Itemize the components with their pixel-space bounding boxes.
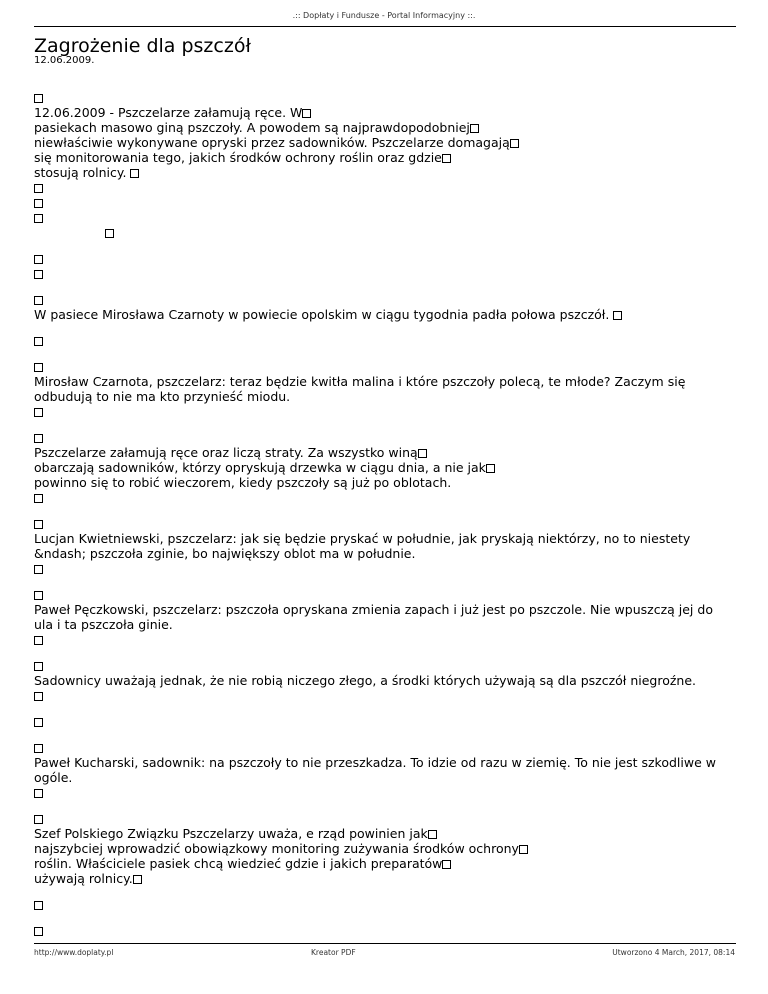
- placeholder-line: [34, 210, 734, 225]
- placeholder-line: [34, 404, 734, 419]
- missing-glyph-icon: [613, 311, 622, 320]
- missing-glyph-icon: [34, 565, 43, 574]
- placeholder-line: [34, 359, 734, 374]
- missing-glyph-icon: [34, 199, 43, 208]
- placeholder-line: [34, 658, 734, 673]
- missing-glyph-icon: [519, 845, 528, 854]
- quote-kwietniewski: Lucjan Kwietniewski, pszczelarz: jak się będzie pryskać w południe, jak pryskają niektórzy, no to niestety &ndash; pszczoła zginie, bo największy oblot ma w południe.: [34, 531, 691, 561]
- missing-glyph-icon: [34, 636, 43, 645]
- placeholder-line: [34, 561, 734, 576]
- placeholder-line: [34, 811, 734, 826]
- missing-glyph-icon: [34, 270, 43, 279]
- intro-line: niewłaściwie wykonywane opryski przez sadowników. Pszczelarze domagają: [34, 135, 734, 150]
- header-divider: [34, 26, 736, 27]
- intro-line: pasiekach masowo giną pszczoły. A powodem są najprawdopodobniej: [34, 120, 734, 135]
- placeholder-line: [34, 587, 734, 602]
- missing-glyph-icon: [105, 229, 114, 238]
- intro-line: 12.06.2009 - Pszczelarze załamują ręce. W: [34, 105, 734, 120]
- missing-glyph-icon: [302, 109, 311, 118]
- missing-glyph-icon: [34, 255, 43, 264]
- paragraph-sadownicy: Sadownicy uważają jednak, że nie robią niczego złego, a środki których używają są dla pszczół niegroźne.: [34, 673, 697, 688]
- missing-glyph-icon: [34, 718, 43, 727]
- paragraph-szef-line: roślin. Właściciele pasiek chcą wiedzieć gdzie i jakich preparatów: [34, 856, 734, 871]
- placeholder-line: [34, 251, 734, 266]
- paragraph-straty-line: Pszczelarze załamują ręce oraz liczą straty. Za wszystko winą: [34, 445, 734, 460]
- footer-url[interactable]: http://www.doplaty.pl: [34, 948, 114, 957]
- quote-kucharski: Paweł Kucharski, sadownik: na pszczoły to nie przeszkadza. To idzie od razu w ziemię. To nie jest szkodliwe w ogóle.: [34, 755, 716, 785]
- placeholder-line: [34, 195, 734, 210]
- missing-glyph-icon: [486, 464, 495, 473]
- missing-glyph-icon: [34, 337, 43, 346]
- missing-glyph-icon: [34, 363, 43, 372]
- missing-glyph-icon: [34, 744, 43, 753]
- missing-glyph-icon: [34, 927, 43, 936]
- missing-glyph-icon: [442, 860, 451, 869]
- footer-divider: [34, 943, 736, 944]
- placeholder-line: [34, 897, 734, 912]
- placeholder-line: [34, 180, 734, 195]
- article-title: Zagrożenie dla pszczół: [34, 35, 251, 57]
- article-date: 12.06.2009.: [34, 55, 95, 66]
- paragraph-szef-line: Szef Polskiego Związku Pszczelarzy uważa, e rząd powinien jak: [34, 826, 734, 841]
- missing-glyph-icon: [34, 296, 43, 305]
- missing-glyph-icon: [34, 434, 43, 443]
- placeholder-line: [34, 266, 734, 281]
- missing-glyph-icon: [34, 520, 43, 529]
- missing-glyph-icon: [34, 184, 43, 193]
- missing-glyph-icon: [442, 154, 451, 163]
- missing-glyph-icon: [34, 692, 43, 701]
- missing-glyph-icon: [34, 408, 43, 417]
- footer-generator: Kreator PDF: [311, 948, 356, 957]
- paragraph-straty-line: powinno się to robić wieczorem, kiedy pszczoły są już po oblotach.: [34, 475, 452, 490]
- missing-glyph-icon: [510, 139, 519, 148]
- placeholder-line: [34, 490, 734, 505]
- missing-glyph-icon: [130, 169, 139, 178]
- placeholder-line: [34, 714, 734, 729]
- placeholder-line: [34, 516, 734, 531]
- quote-peczkowski: Paweł Pęczkowski, pszczelarz: pszczoła opryskana zmienia zapach i już jest po pszczole. Nie wpuszczą jej do ula i ta pszczoła ginie.: [34, 602, 713, 632]
- intro-line: stosują rolnicy.: [34, 165, 734, 180]
- placeholder-line: [34, 688, 734, 703]
- missing-glyph-icon: [133, 875, 142, 884]
- missing-glyph-icon: [34, 94, 43, 103]
- intro-line: się monitorowania tego, jakich środków ochrony roślin oraz gdzie: [34, 150, 734, 165]
- missing-glyph-icon: [34, 214, 43, 223]
- placeholder-line: [34, 225, 734, 240]
- missing-glyph-icon: [34, 815, 43, 824]
- placeholder-line: [34, 785, 734, 800]
- paragraph-straty-line: obarczają sadowników, którzy opryskują drzewka w ciągu dnia, a nie jak: [34, 460, 734, 475]
- missing-glyph-icon: [34, 494, 43, 503]
- missing-glyph-icon: [34, 901, 43, 910]
- paragraph-pasieka: W pasiece Mirosława Czarnoty w powiecie opolskim w ciągu tygodnia padła połowa pszczół.: [34, 307, 734, 322]
- portal-header-title: .:: Dopłaty i Fundusze - Portal Informacyjny ::.: [292, 11, 476, 20]
- missing-glyph-icon: [428, 830, 437, 839]
- quote-czarnota: Mirosław Czarnota, pszczelarz: teraz będzie kwitła malina i które pszczoły polecą, te młode? Zaczym się odbudują to nie ma kto przynieść miodu.: [34, 374, 686, 404]
- missing-glyph-icon: [34, 789, 43, 798]
- placeholder-line: [34, 292, 734, 307]
- paragraph-szef-line: używają rolnicy.: [34, 871, 734, 886]
- placeholder-line: [34, 430, 734, 445]
- article-body: [34, 90, 734, 938]
- missing-glyph-icon: [418, 449, 427, 458]
- footer-created: Utworzono 4 March, 2017, 08:14: [612, 948, 735, 957]
- placeholder-line: [34, 333, 734, 348]
- placeholder-line: [34, 740, 734, 755]
- placeholder-line: [34, 90, 734, 105]
- missing-glyph-icon: [34, 662, 43, 671]
- missing-glyph-icon: [470, 124, 479, 133]
- paragraph-szef-line: najszybciej wprowadzić obowiązkowy monitoring zużywania środków ochrony: [34, 841, 734, 856]
- placeholder-line: [34, 632, 734, 647]
- placeholder-line: [34, 923, 734, 938]
- missing-glyph-icon: [34, 591, 43, 600]
